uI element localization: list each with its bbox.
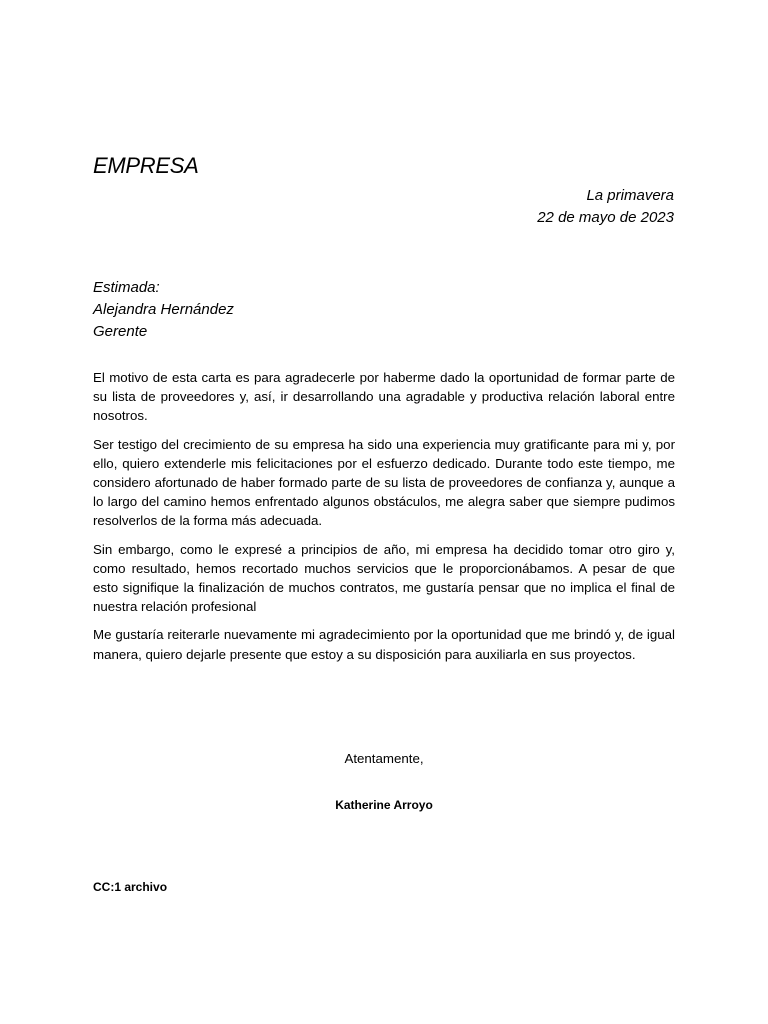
cc-note: CC:1 archivo: [93, 880, 168, 894]
paragraph-4: Me gustaría reiterarle nuevamente mi agradecimiento por la oportunidad que me brindó y, de igual manera, quiero dejarle presente que estoy a su disposición para auxiliarla en sus proyectos.: [93, 627, 675, 662]
closing: Atentamente,: [344, 751, 424, 766]
date: 22 de mayo de 2023: [537, 209, 674, 226]
paragraph-2: Ser testigo del crecimiento de su empresa ha sido una experiencia muy gratificante para mi y, por ello, quiero extenderle mis felicitaciones por el esfuerzo dedicado. Durante todo este tiempo, me considero afortunado de haber formado parte de su lista de proveedores de confianza y, aunque a lo largo del camino hemos enfrentado algunos obstáculos, me alegra saber que siempre pudimos resolverlos de la forma más adecuada.: [93, 436, 675, 529]
letter-body: [93, 368, 675, 673]
salutation: Estimada:: [93, 279, 160, 296]
recipient-name: Alejandra Hernández: [93, 301, 234, 318]
recipient-block: [93, 277, 593, 343]
place: La primavera: [586, 187, 674, 204]
signature-name: Katherine Arroyo: [335, 798, 433, 812]
recipient-title: Gerente: [93, 323, 148, 340]
place-date-block: [274, 185, 674, 229]
company-name: EMPRESA: [93, 153, 199, 178]
paragraph-1: El motivo de esta carta es para agradecerle por haberme dado la oportunidad de formar parte de su lista de proveedores y, así, ir desarrollando una agradable y productiva relación laboral entre nosotros.: [93, 370, 675, 424]
paragraph-3: Sin embargo, como le expresé a principios de año, mi empresa ha decidido tomar otro giro y, como resultado, hemos recortado muchos servicios que le proporcionábamos. A pesar de que esto signifique la finalización de muchos contratos, me gustaría pensar que no implica el final de nuestra relación profesional: [93, 541, 675, 615]
